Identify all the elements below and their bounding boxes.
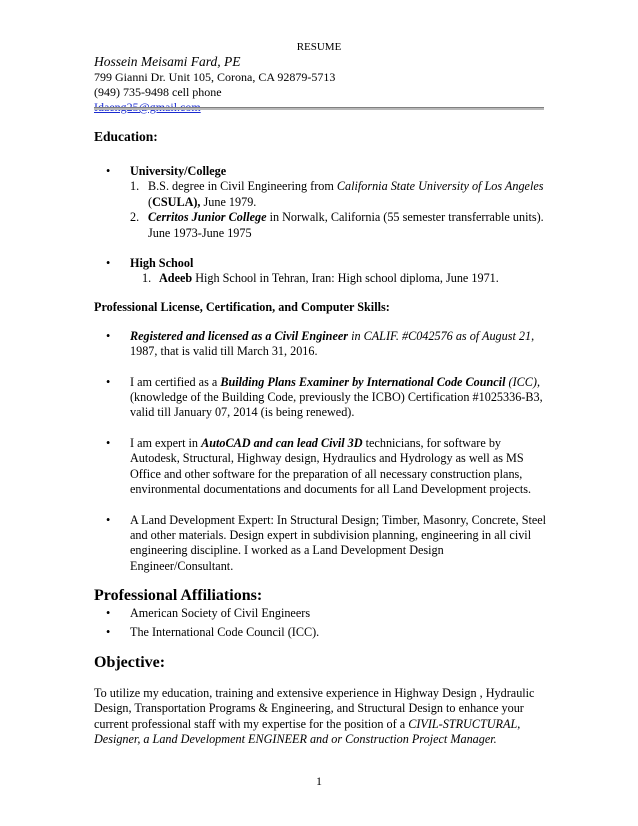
contact-header <box>94 54 554 115</box>
email-link[interactable]: Idaeng25@gmail.com <box>94 100 201 114</box>
college-entry-2: 2. Cerritos Junior College in Norwalk, California (55 semester transferrable units). June 1973-June 1975 <box>130 210 544 240</box>
education-heading: Education: <box>94 129 158 144</box>
software-skills-item: • I am expert in AutoCAD and can lead Civil 3D technicians, for software by Autodesk, Structural, Highway design, Hydraulics and Hydrology as well as MS Office and other software for the preparation of all necessary construction plans, environmental documentations and documents for all Land Development projects. <box>94 436 550 498</box>
affiliation-item: • The International Code Council (ICC). <box>94 625 550 640</box>
certification-item: • I am certified as a Building Plans Examiner by International Code Council (ICC), (knowledge of the Building Code, previously the ICBO) Certification #1025336-B3, valid till January 07, 2014 (is being renewed). <box>94 375 550 421</box>
land-development-item: • A Land Development Expert: In Structural Design; Timber, Masonry, Concrete, Steel and other materials. Design expert in subdivision planning, engineering in all civil engineering discipline. I worked as a Land Development Design Engineer/Consultant. <box>94 513 550 575</box>
affiliations-list <box>94 606 550 640</box>
high-school-label: High School <box>130 256 194 271</box>
high-school-entry-1: 1. Adeeb High School in Tehran, Iran: High school diploma, June 1971. <box>142 271 499 286</box>
education-list <box>94 164 550 287</box>
college-label: University/College <box>130 164 227 178</box>
address: 799 Gianni Dr. Unit 105, Corona, CA 92879-5713 <box>94 70 336 84</box>
college-item <box>94 164 550 241</box>
objective-text: To utilize my education, training and extensive experience in Highway Design , Hydraulic Design, Transportation Programs & Engineering, and Structural Design to enhance your current professional staff with my expertise for the position of a CIVIL-STRUCTURAL, Designer, a Land Development ENGINEER and or Construction Project Manager. <box>94 685 535 747</box>
header-divider <box>94 107 544 110</box>
page-number: 1 <box>316 774 322 788</box>
objective-heading: Objective: <box>94 653 166 671</box>
resume-body <box>94 128 550 748</box>
affiliation-item: • American Society of Civil Engineers <box>94 606 550 621</box>
professional-heading: Professional License, Certification, and Computer Skills: <box>94 299 390 314</box>
candidate-name: Hossein Meisami Fard, PE <box>94 54 241 69</box>
phone: (949) 735-9498 cell phone <box>94 85 222 99</box>
document-title: RESUME <box>296 41 342 53</box>
high-school-item <box>94 256 550 287</box>
affiliations-heading: Professional Affiliations: <box>94 587 263 605</box>
college-entry-1: 1. B.S. degree in Civil Engineering from California State University of Los Angeles (CSULA), June 1979. <box>130 179 544 209</box>
license-item: • Registered and licensed as a Civil Engineer in CALIF. #C042576 as of August 21, 1987, that is valid till March 31, 2016. <box>94 329 550 360</box>
professional-list <box>94 329 550 574</box>
